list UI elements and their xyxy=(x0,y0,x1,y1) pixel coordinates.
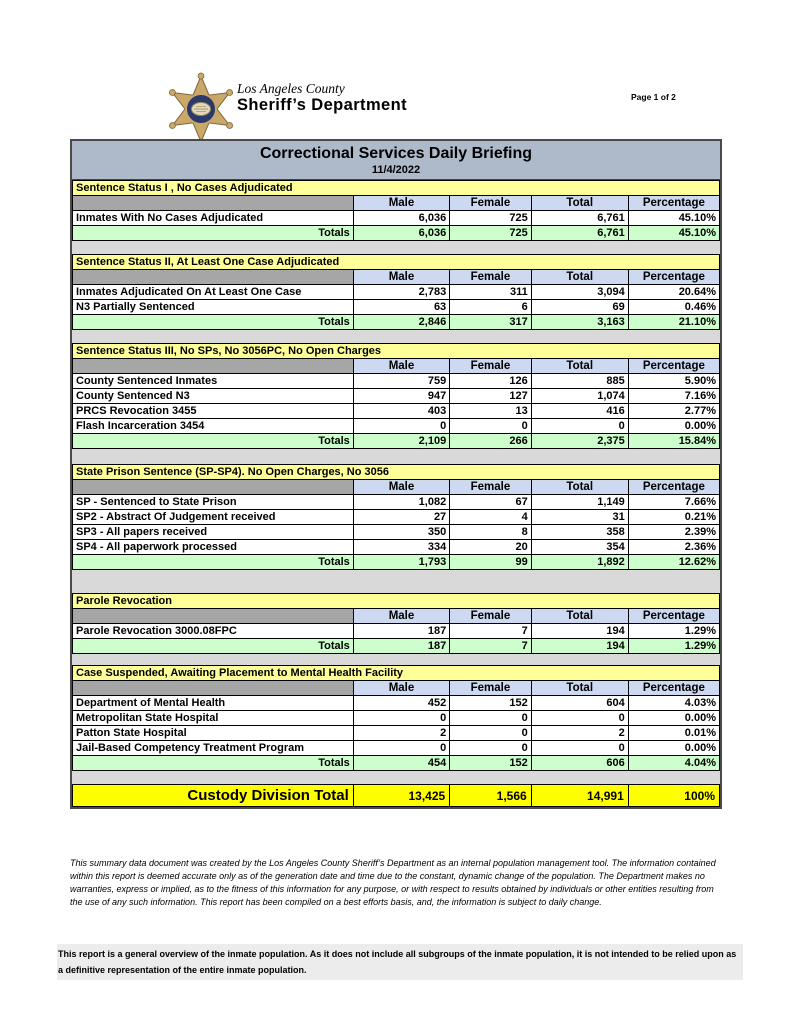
row-label: County Sentenced N3 xyxy=(73,389,354,404)
value-cell: 354 xyxy=(531,540,628,555)
value-cell: 725 xyxy=(450,211,532,226)
column-header: Male xyxy=(353,359,449,374)
value-cell: 1,149 xyxy=(531,495,628,510)
value-cell: 5.90% xyxy=(628,374,719,389)
column-header: Percentage xyxy=(628,196,719,211)
value-cell: 8 xyxy=(450,525,532,540)
totals-label: Totals xyxy=(73,555,354,570)
column-header: Total xyxy=(531,270,628,285)
row-label-header-cell xyxy=(73,681,354,696)
totals-value-cell: 725 xyxy=(450,226,532,241)
row-label-header-cell xyxy=(73,270,354,285)
value-cell: 4.03% xyxy=(628,696,719,711)
column-header: Female xyxy=(450,480,532,495)
totals-value-cell: 12.62% xyxy=(628,555,719,570)
value-cell: 0 xyxy=(353,419,449,434)
value-cell: 0 xyxy=(531,741,628,756)
value-cell: 4 xyxy=(450,510,532,525)
value-cell: 1,074 xyxy=(531,389,628,404)
column-header: Total xyxy=(531,196,628,211)
row-label: SP - Sentenced to State Prison xyxy=(73,495,354,510)
footer-note: This report is a general overview of the inmate population. As it does not include all subgroups of the inmate population, it is not intended to be relied upon as a definitive representation of the entire inmate population. xyxy=(57,944,743,980)
totals-label: Totals xyxy=(73,639,354,654)
data-row xyxy=(73,726,720,741)
totals-value-cell: 21.10% xyxy=(628,315,719,330)
data-row xyxy=(73,495,720,510)
section-title: Parole Revocation xyxy=(73,594,720,609)
value-cell: 0 xyxy=(531,711,628,726)
value-cell: 45.10% xyxy=(628,211,719,226)
row-label: Patton State Hospital xyxy=(73,726,354,741)
value-cell: 194 xyxy=(531,624,628,639)
value-cell: 1.29% xyxy=(628,624,719,639)
section-spacer xyxy=(72,330,720,343)
value-cell: 0.01% xyxy=(628,726,719,741)
totals-value-cell: 1,892 xyxy=(531,555,628,570)
agency-header xyxy=(237,82,407,114)
value-cell: 0 xyxy=(450,419,532,434)
value-cell: 416 xyxy=(531,404,628,419)
grand-total-total: 14,991 xyxy=(531,785,628,807)
column-header-row xyxy=(73,270,720,285)
data-row xyxy=(73,696,720,711)
section-table xyxy=(72,343,720,449)
totals-label: Totals xyxy=(73,434,354,449)
section-title-row xyxy=(73,666,720,681)
value-cell: 126 xyxy=(450,374,532,389)
column-header: Female xyxy=(450,681,532,696)
row-label-header-cell xyxy=(73,609,354,624)
value-cell: 2.36% xyxy=(628,540,719,555)
totals-value-cell: 1,793 xyxy=(353,555,449,570)
section-spacer xyxy=(72,570,720,593)
value-cell: 2.39% xyxy=(628,525,719,540)
section-spacer xyxy=(72,654,720,665)
column-header-row xyxy=(73,681,720,696)
row-label: Flash Incarceration 3454 xyxy=(73,419,354,434)
report-date: 11/4/2022 xyxy=(371,164,421,176)
value-cell: 67 xyxy=(450,495,532,510)
row-label: SP2 - Abstract Of Judgement received xyxy=(73,510,354,525)
value-cell: 358 xyxy=(531,525,628,540)
report-sections xyxy=(72,180,720,784)
column-header: Total xyxy=(531,681,628,696)
value-cell: 885 xyxy=(531,374,628,389)
value-cell: 63 xyxy=(353,300,449,315)
value-cell: 3,094 xyxy=(531,285,628,300)
value-cell: 2,783 xyxy=(353,285,449,300)
value-cell: 6,036 xyxy=(353,211,449,226)
disclaimer-text: This summary data document was created by the Los Angeles County Sheriff’s Department as an internal population management tool. The information contained within this report is deemed accurate only as of the generation date and time due to the constant, dynamic change of the population. The Department makes no warranties, express or implied, as to the fitness of this information for any purpose, or with respect to results obtained by individuals or other entities resulting from the use of any such information. This report has been compiled on a best efforts basis, and, the information is subject to daily change. xyxy=(70,858,716,908)
sheriff-star-badge-icon xyxy=(166,72,236,146)
totals-value-cell: 454 xyxy=(353,756,449,771)
row-label-header-cell xyxy=(73,480,354,495)
custody-division-total-table xyxy=(72,784,720,807)
value-cell: 152 xyxy=(450,696,532,711)
value-cell: 6 xyxy=(450,300,532,315)
value-cell: 7 xyxy=(450,624,532,639)
section-table xyxy=(72,254,720,330)
column-header-row xyxy=(73,609,720,624)
column-header: Percentage xyxy=(628,480,719,495)
totals-row xyxy=(73,639,720,654)
value-cell: 7.66% xyxy=(628,495,719,510)
data-row xyxy=(73,389,720,404)
section-table xyxy=(72,665,720,771)
totals-value-cell: 4.04% xyxy=(628,756,719,771)
value-cell: 27 xyxy=(353,510,449,525)
totals-value-cell: 266 xyxy=(450,434,532,449)
column-header-row xyxy=(73,196,720,211)
value-cell: 334 xyxy=(353,540,449,555)
data-row xyxy=(73,711,720,726)
column-header: Female xyxy=(450,196,532,211)
column-header: Female xyxy=(450,270,532,285)
totals-value-cell: 3,163 xyxy=(531,315,628,330)
column-header: Male xyxy=(353,681,449,696)
totals-value-cell: 2,109 xyxy=(353,434,449,449)
value-cell: 6,761 xyxy=(531,211,628,226)
row-label-header-cell xyxy=(73,196,354,211)
value-cell: 2 xyxy=(353,726,449,741)
section-title: Case Suspended, Awaiting Placement to Mental Health Facility xyxy=(73,666,720,681)
totals-label: Totals xyxy=(73,756,354,771)
report-title: Correctional Services Daily Briefing xyxy=(259,145,533,162)
value-cell: 0 xyxy=(531,419,628,434)
totals-row xyxy=(73,315,720,330)
grand-total-male: 13,425 xyxy=(353,785,449,807)
data-row xyxy=(73,404,720,419)
totals-value-cell: 317 xyxy=(450,315,532,330)
data-row xyxy=(73,374,720,389)
section-table xyxy=(72,464,720,570)
value-cell: 403 xyxy=(353,404,449,419)
value-cell: 0 xyxy=(450,711,532,726)
column-header: Total xyxy=(531,480,628,495)
totals-row xyxy=(73,555,720,570)
value-cell: 0.00% xyxy=(628,741,719,756)
value-cell: 1,082 xyxy=(353,495,449,510)
section-table xyxy=(72,593,720,654)
row-label: SP4 - All paperwork processed xyxy=(73,540,354,555)
value-cell: 31 xyxy=(531,510,628,525)
column-header: Total xyxy=(531,359,628,374)
value-cell: 0.46% xyxy=(628,300,719,315)
column-header: Percentage xyxy=(628,270,719,285)
value-cell: 0 xyxy=(450,726,532,741)
section-spacer xyxy=(72,771,720,784)
grand-total-label: Custody Division Total xyxy=(73,785,354,807)
row-label: Metropolitan State Hospital xyxy=(73,711,354,726)
column-header: Male xyxy=(353,196,449,211)
value-cell: 350 xyxy=(353,525,449,540)
totals-value-cell: 194 xyxy=(531,639,628,654)
column-header: Male xyxy=(353,480,449,495)
totals-value-cell: 45.10% xyxy=(628,226,719,241)
data-row xyxy=(73,624,720,639)
totals-value-cell: 152 xyxy=(450,756,532,771)
data-row xyxy=(73,300,720,315)
row-label: Inmates With No Cases Adjudicated xyxy=(73,211,354,226)
column-header: Percentage xyxy=(628,609,719,624)
row-label: PRCS Revocation 3455 xyxy=(73,404,354,419)
value-cell: 947 xyxy=(353,389,449,404)
daily-briefing-report xyxy=(70,139,722,809)
value-cell: 127 xyxy=(450,389,532,404)
column-header: Male xyxy=(353,609,449,624)
report-title-banner xyxy=(72,141,720,180)
row-label: Inmates Adjudicated On At Least One Case xyxy=(73,285,354,300)
totals-value-cell: 1.29% xyxy=(628,639,719,654)
value-cell: 7.16% xyxy=(628,389,719,404)
data-row xyxy=(73,510,720,525)
column-header: Female xyxy=(450,609,532,624)
value-cell: 2.77% xyxy=(628,404,719,419)
totals-label: Totals xyxy=(73,226,354,241)
section-title-row xyxy=(73,344,720,359)
totals-row xyxy=(73,434,720,449)
totals-value-cell: 99 xyxy=(450,555,532,570)
totals-value-cell: 2,846 xyxy=(353,315,449,330)
grand-total-percentage: 100% xyxy=(628,785,719,807)
row-label: Jail-Based Competency Treatment Program xyxy=(73,741,354,756)
value-cell: 20 xyxy=(450,540,532,555)
row-label: Department of Mental Health xyxy=(73,696,354,711)
value-cell: 2 xyxy=(531,726,628,741)
section-title: Sentence Status I , No Cases Adjudicated xyxy=(73,181,720,196)
totals-value-cell: 6,036 xyxy=(353,226,449,241)
column-header: Male xyxy=(353,270,449,285)
row-label: N3 Partially Sentenced xyxy=(73,300,354,315)
section-title: State Prison Sentence (SP-SP4). No Open Charges, No 3056 xyxy=(73,465,720,480)
section-table xyxy=(72,180,720,241)
column-header: Percentage xyxy=(628,359,719,374)
totals-value-cell: 15.84% xyxy=(628,434,719,449)
section-title: Sentence Status II, At Least One Case Adjudicated xyxy=(73,255,720,270)
section-title-row xyxy=(73,465,720,480)
row-label: SP3 - All papers received xyxy=(73,525,354,540)
row-label: Parole Revocation 3000.08FPC xyxy=(73,624,354,639)
value-cell: 604 xyxy=(531,696,628,711)
totals-row xyxy=(73,756,720,771)
value-cell: 0.21% xyxy=(628,510,719,525)
totals-value-cell: 2,375 xyxy=(531,434,628,449)
row-label-header-cell xyxy=(73,359,354,374)
column-header-row xyxy=(73,480,720,495)
data-row xyxy=(73,525,720,540)
totals-label: Totals xyxy=(73,315,354,330)
grand-total-row xyxy=(73,785,720,807)
totals-value-cell: 6,761 xyxy=(531,226,628,241)
grand-total-female: 1,566 xyxy=(450,785,532,807)
county-name: Los Angeles County xyxy=(237,81,345,96)
value-cell: 0 xyxy=(450,741,532,756)
section-spacer xyxy=(72,241,720,254)
value-cell: 0.00% xyxy=(628,711,719,726)
data-row xyxy=(73,741,720,756)
totals-value-cell: 7 xyxy=(450,639,532,654)
section-title-row xyxy=(73,594,720,609)
totals-value-cell: 606 xyxy=(531,756,628,771)
column-header: Total xyxy=(531,609,628,624)
column-header: Female xyxy=(450,359,532,374)
column-header: Percentage xyxy=(628,681,719,696)
value-cell: 187 xyxy=(353,624,449,639)
value-cell: 13 xyxy=(450,404,532,419)
data-row xyxy=(73,285,720,300)
totals-row xyxy=(73,226,720,241)
data-row xyxy=(73,419,720,434)
data-row xyxy=(73,211,720,226)
section-title-row xyxy=(73,255,720,270)
section-spacer xyxy=(72,449,720,464)
department-name: Sheriff’s Department xyxy=(237,96,407,115)
page-number: Page 1 of 2 xyxy=(631,92,676,102)
totals-value-cell: 187 xyxy=(353,639,449,654)
value-cell: 0 xyxy=(353,741,449,756)
value-cell: 0.00% xyxy=(628,419,719,434)
column-header-row xyxy=(73,359,720,374)
value-cell: 452 xyxy=(353,696,449,711)
section-title-row xyxy=(73,181,720,196)
row-label: County Sentenced Inmates xyxy=(73,374,354,389)
value-cell: 759 xyxy=(353,374,449,389)
value-cell: 20.64% xyxy=(628,285,719,300)
value-cell: 311 xyxy=(450,285,532,300)
data-row xyxy=(73,540,720,555)
section-title: Sentence Status III, No SPs, No 3056PC, No Open Charges xyxy=(73,344,720,359)
value-cell: 69 xyxy=(531,300,628,315)
value-cell: 0 xyxy=(353,711,449,726)
